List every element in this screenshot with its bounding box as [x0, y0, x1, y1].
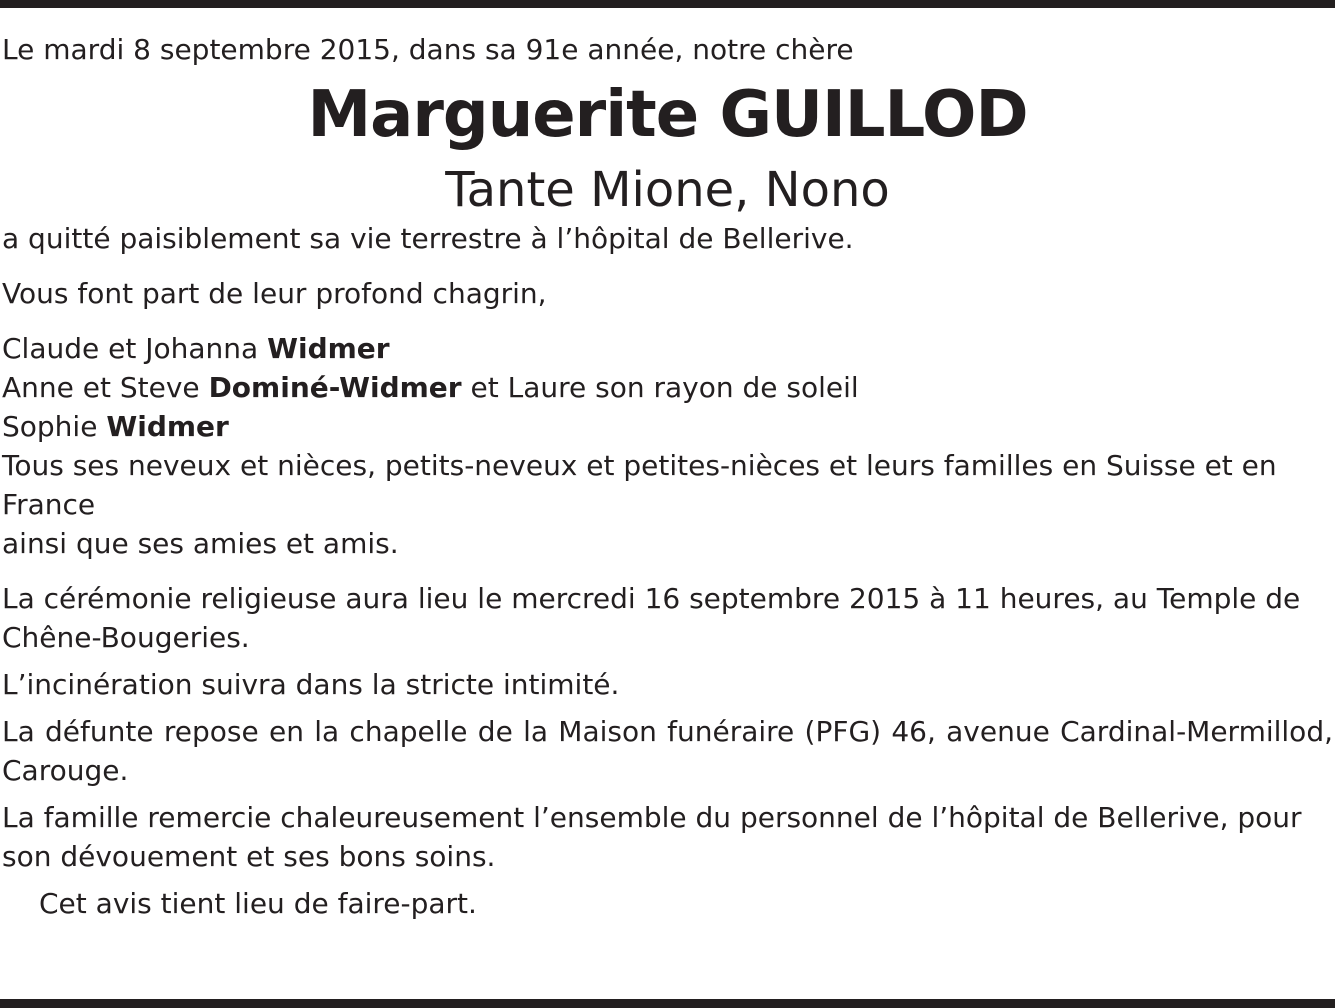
family-surname: Dominé-Widmer — [208, 371, 462, 404]
family-list — [2, 329, 1333, 563]
family-surname: Widmer — [267, 332, 390, 365]
deceased-nickname: Tante Mione, Nono — [445, 162, 890, 218]
deceased-name: Marguerite GUILLOD — [307, 78, 1028, 152]
family-member: Sophie Widmer — [2, 410, 229, 443]
obituary-notice — [2, 30, 1333, 923]
top-rule — [0, 0, 1335, 8]
thanks-line: La famille remercie chaleureusement l’ensemble du personnel de l’hôpital de Bellerive, pour son dévouement et ses bons soins. — [2, 801, 1302, 873]
family-surname: Widmer — [106, 410, 229, 443]
departure-line: a quitté paisiblement sa vie terrestre à l’hôpital de Bellerive. — [2, 222, 854, 255]
closing-line: Cet avis tient lieu de faire-part. — [39, 887, 477, 920]
friends-line: ainsi que ses amies et amis. — [2, 527, 399, 560]
cremation-info: L’incinération suivra dans la stricte intimité. — [2, 668, 620, 701]
mourners-intro: Vous font part de leur profond chagrin, — [2, 277, 547, 310]
relatives-line: Tous ses neveux et nièces, petits-neveux et petites-nièces et leurs familles en Suisse et en France — [2, 449, 1277, 521]
family-member: Anne et Steve Dominé-Widmer et Laure son rayon de soleil — [2, 371, 859, 404]
repose-info: La défunte repose en la chapelle de la Maison funéraire (PFG) 46, avenue Cardinal-Mermillod, Carouge. — [2, 715, 1333, 787]
family-member: Claude et Johanna Widmer — [2, 332, 390, 365]
ceremony-info: La cérémonie religieuse aura lieu le mercredi 16 septembre 2015 à 11 heures, au Temple de Chêne-Bougeries. — [2, 582, 1301, 654]
bottom-rule — [0, 999, 1335, 1008]
intro-line: Le mardi 8 septembre 2015, dans sa 91e année, notre chère — [2, 33, 854, 66]
